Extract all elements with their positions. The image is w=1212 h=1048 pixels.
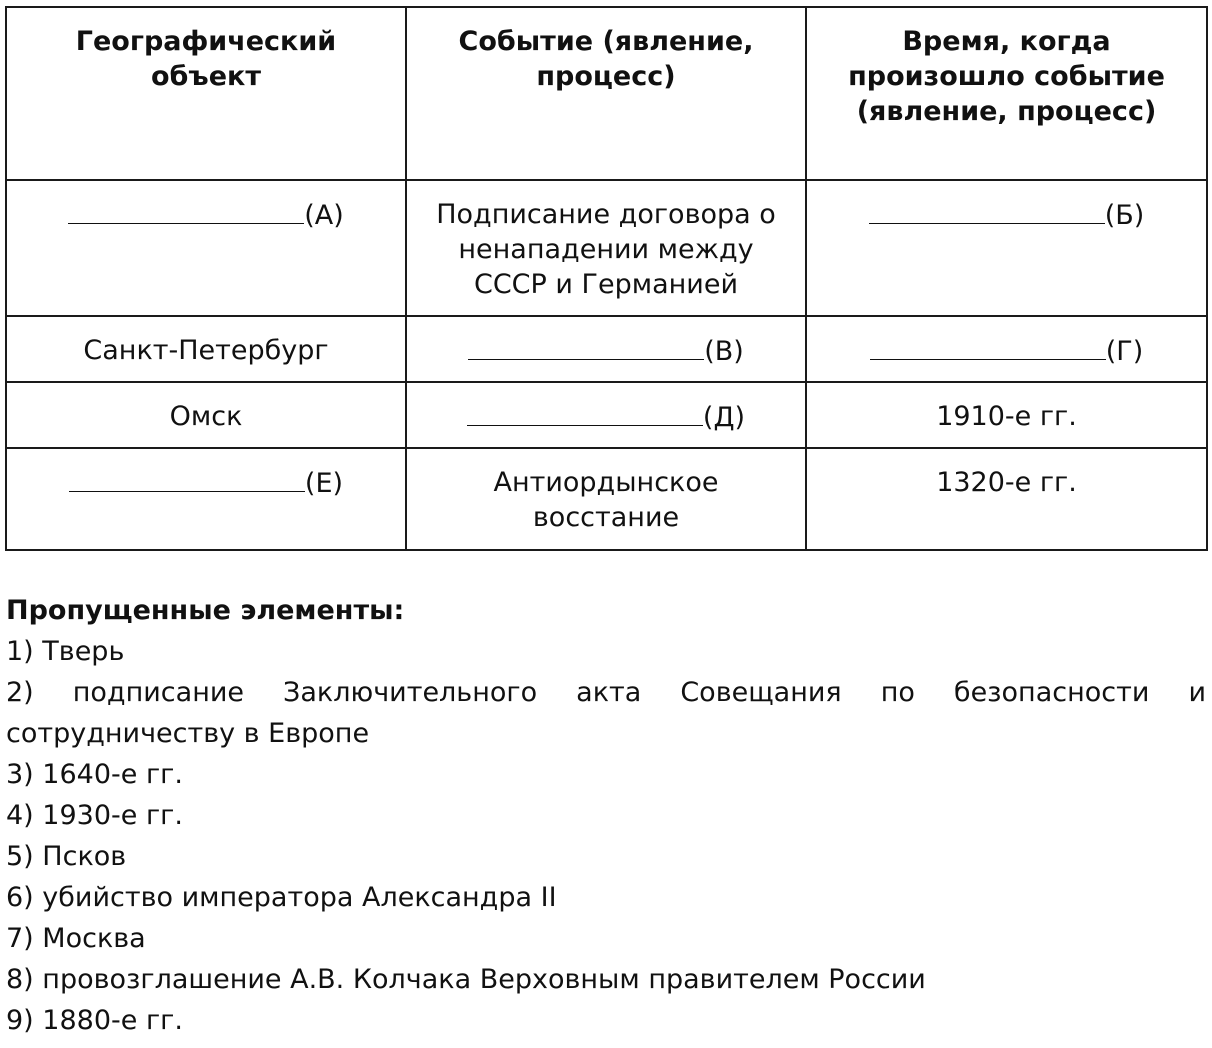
blank-line <box>468 333 704 360</box>
blank-label: (Б) <box>1104 200 1145 231</box>
list-item: 3) 1640-е гг. <box>6 759 183 790</box>
blank-line <box>870 333 1106 360</box>
list-item: 6) убийство императора Александра II <box>6 882 557 913</box>
task-table <box>5 6 1208 551</box>
list-item: 9) 1880-е гг. <box>6 1005 183 1036</box>
cell-geo-blank-a <box>6 180 406 316</box>
cell-time: 1320-е гг. <box>806 448 1207 550</box>
list-item: 1) Тверь <box>6 636 125 667</box>
blank-label: (Д) <box>702 402 746 433</box>
header-event: Событие (явление, процесс) <box>406 7 806 180</box>
cell-time-blank-b <box>806 180 1207 316</box>
blank-line <box>69 465 305 492</box>
blank-label: (В) <box>704 336 744 367</box>
cell-event-blank-v <box>406 316 806 382</box>
table-row <box>6 316 1207 382</box>
blank-label: (А) <box>304 200 344 231</box>
cell-time: 1910-е гг. <box>806 382 1207 448</box>
blank-label: (Е) <box>304 468 344 499</box>
blank-line <box>68 197 304 224</box>
list-item: 8) провозглашение А.В. Колчака Верховным правителем России <box>6 964 926 995</box>
cell-geo: Омск <box>6 382 406 448</box>
blank-line <box>869 197 1105 224</box>
table-row <box>6 382 1207 448</box>
cell-geo: Санкт-Петербург <box>6 316 406 382</box>
table-row <box>6 448 1207 550</box>
cell-event: Антиордынское восстание <box>406 448 806 550</box>
missing-elements-list <box>6 590 1206 1041</box>
missing-elements-title: Пропущенные элементы: <box>6 595 405 626</box>
list-item: 5) Псков <box>6 841 127 872</box>
table-header-row <box>6 7 1207 180</box>
list-item: 7) Москва <box>6 923 146 954</box>
cell-geo-blank-e <box>6 448 406 550</box>
cell-event-blank-d <box>406 382 806 448</box>
blank-line <box>467 399 703 426</box>
header-time: Время, когда произошло событие (явление, процесс) <box>806 7 1207 180</box>
header-geo-object: Географический объект <box>6 7 406 180</box>
cell-event: Подписание договора о ненападении между СССР и Германией <box>406 180 806 316</box>
table-row <box>6 180 1207 316</box>
blank-label: (Г) <box>1105 336 1144 367</box>
cell-time-blank-g <box>806 316 1207 382</box>
list-item: 2) подписание Заключительного акта Совещания по безопасности и сотрудничеству в Европе <box>6 677 1206 749</box>
list-item: 4) 1930-е гг. <box>6 800 183 831</box>
